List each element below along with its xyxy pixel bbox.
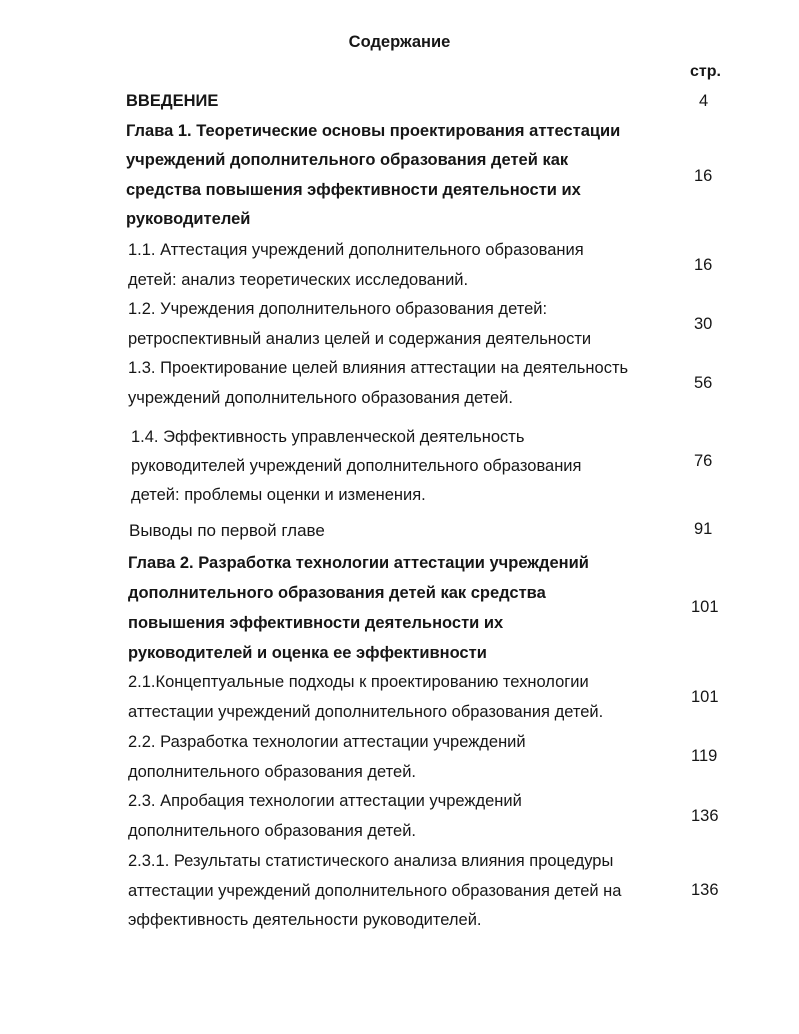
toc-entry-line: 1.2. Учреждения дополнительного образования детей: xyxy=(128,300,548,318)
toc-entry-line: 1.3. Проектирование целей влияния аттестации на деятельность xyxy=(128,359,629,377)
toc-entry-line: 2.1.Концептуальные подходы к проектированию технологии xyxy=(128,673,589,691)
toc-entry-line: руководителей и оценка ее эффективности xyxy=(128,644,487,662)
toc-entry-line: руководителей учреждений дополнительного образования xyxy=(131,457,582,475)
toc-page-number: 91 xyxy=(694,520,713,538)
toc-page-number: 101 xyxy=(691,598,719,616)
toc-entry-line: аттестации учреждений дополнительного образования детей. xyxy=(128,703,604,721)
toc-page-number: 16 xyxy=(694,256,713,274)
toc-page-number: 76 xyxy=(694,452,713,470)
toc-page-number: 4 xyxy=(699,92,709,110)
toc-entry-line: дополнительного образования детей. xyxy=(128,763,417,781)
toc-entry-line: дополнительного образования детей как средства xyxy=(128,584,546,602)
toc-entry-line: 2.3.1. Результаты статистического анализа влияния процедуры xyxy=(128,852,614,870)
toc-entry-line: повышения эффективности деятельности их xyxy=(128,614,504,632)
toc-entry-line: эффективность деятельности руководителей. xyxy=(128,911,482,929)
toc-entry-line: руководителей xyxy=(126,210,251,228)
toc-page-number: 119 xyxy=(691,747,718,765)
toc-entry-line: учреждений дополнительного образования детей. xyxy=(128,389,513,407)
page-column-header: стр. xyxy=(690,63,721,80)
toc-page-number: 101 xyxy=(691,688,719,706)
toc-entry-line: 1.1. Аттестация учреждений дополнительного образования xyxy=(128,241,584,259)
toc-entry-line: Глава 1. Теоретические основы проектирования аттестации xyxy=(126,122,621,140)
page-title: Содержание xyxy=(348,33,451,51)
toc-entry-line: 2.2. Разработка технологии аттестации учреждений xyxy=(128,733,526,751)
toc-entry-line: детей: проблемы оценки и изменения. xyxy=(131,486,426,504)
toc-page-number: 30 xyxy=(694,315,713,333)
toc-entry-line: Глава 2. Разработка технологии аттестации учреждений xyxy=(128,554,589,572)
toc-entry-line: детей: анализ теоретических исследований. xyxy=(128,271,469,289)
toc-entry-line: ретроспективный анализ целей и содержания деятельности xyxy=(128,330,592,348)
toc-page-number: 16 xyxy=(694,167,713,185)
toc-entry-line: аттестации учреждений дополнительного образования детей на xyxy=(128,882,622,900)
toc-page-number: 136 xyxy=(691,807,719,825)
toc-entry-line: ВВЕДЕНИЕ xyxy=(126,92,219,110)
toc-entry-line: 1.4. Эффективность управленческой деятельность xyxy=(131,428,525,446)
toc-entry-line: 2.3. Апробация технологии аттестации учреждений xyxy=(128,792,522,810)
toc-page-number: 136 xyxy=(691,881,719,899)
toc-entry-line: Выводы по первой главе xyxy=(129,521,325,540)
toc-entry-line: учреждений дополнительного образования детей как xyxy=(126,151,569,169)
toc-entry-line: средства повышения эффективности деятельности их xyxy=(126,181,581,199)
toc-entry-line: дополнительного образования детей. xyxy=(128,822,417,840)
toc-page-number: 56 xyxy=(694,374,713,392)
